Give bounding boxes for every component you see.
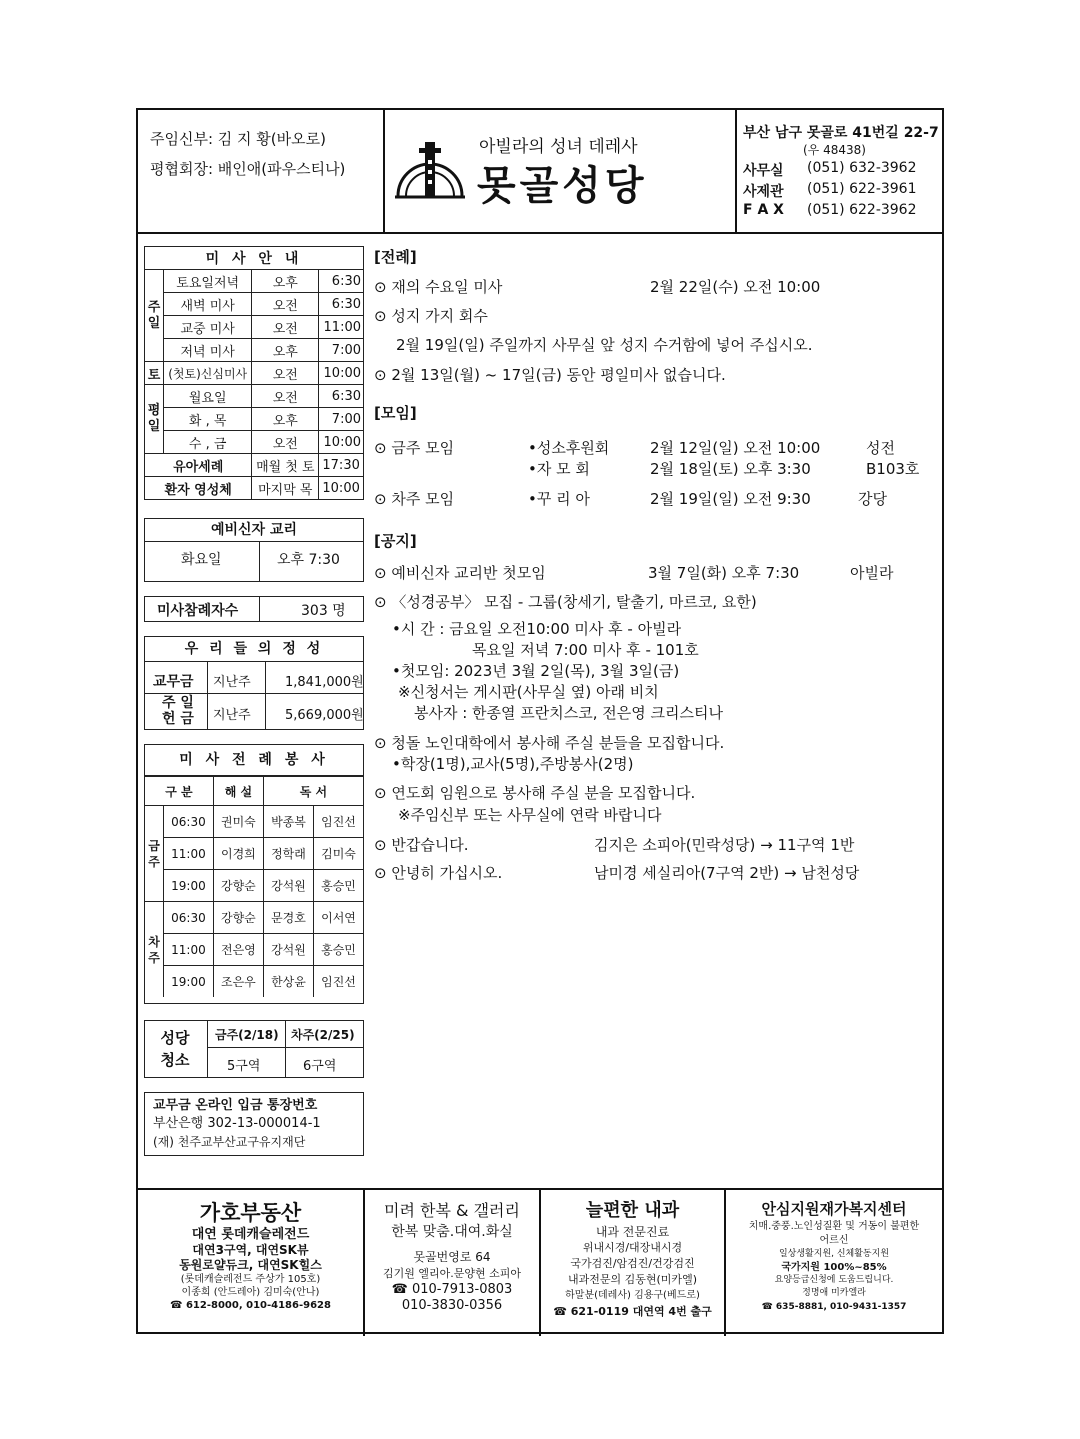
liturgy-service-table xyxy=(145,776,363,997)
header xyxy=(138,110,942,234)
header-left xyxy=(138,110,385,232)
mass-name: 화 , 목 xyxy=(164,408,252,431)
catechumen-time: 오후 7:30 xyxy=(277,552,340,568)
mass-time: 6:30 xyxy=(319,270,364,293)
cleaning-this-zone: 5구역 xyxy=(227,1059,261,1074)
sick-communion-time: 10:00 xyxy=(319,477,364,500)
left-column xyxy=(144,246,366,500)
ad-phone: ☎ 621-0119 대연역 4번 출구 xyxy=(553,1305,712,1318)
meeting-group: •자 모 회 xyxy=(528,460,590,478)
slot-time: 11:00 xyxy=(164,838,214,870)
reader-2: 홍승민 xyxy=(314,934,364,966)
item-text: 반갑습니다. xyxy=(391,836,469,854)
account-box xyxy=(144,1092,364,1156)
meetings-label: 차주 모임 xyxy=(391,490,455,508)
next-week-meetings: ⊙ 차주 모임 xyxy=(374,490,455,508)
commentator: 조은우 xyxy=(213,966,263,998)
reader-1: 한상윤 xyxy=(263,966,313,998)
offering-label: 교무금 xyxy=(153,674,194,690)
mass-time: 10:00 xyxy=(319,431,364,454)
saturday-label: 토 xyxy=(145,362,164,385)
ad-line: 내과전문의 김동현(미카엘) xyxy=(568,1273,697,1286)
meeting-where: B103호 xyxy=(866,460,920,478)
infant-baptism-when: 매월 첫 토 xyxy=(252,454,319,477)
item-text: 예비신자 교리반 첫모임 xyxy=(391,564,546,582)
ad-line: 하말분(데레사) 김용구(베드로) xyxy=(565,1290,700,1301)
farewell-detail: 남미경 세실리아(7구역 2반) → 남천성당 xyxy=(594,864,860,882)
rectory-label: 사제관 xyxy=(743,184,784,200)
mass-ampm: 오전 xyxy=(252,385,319,408)
commentator: 이경희 xyxy=(213,838,263,870)
reader-1: 박종복 xyxy=(263,806,313,838)
mass-time: 6:30 xyxy=(319,293,364,316)
commentator: 권미숙 xyxy=(213,806,263,838)
reader-1: 강석원 xyxy=(263,870,313,902)
item-text: 재의 수요일 미사 xyxy=(391,278,503,296)
meeting-where: 강당 xyxy=(858,490,887,508)
mass-name: 새벽 미사 xyxy=(164,293,252,316)
ad-real-estate xyxy=(138,1190,365,1336)
mass-time: 11:00 xyxy=(319,316,364,339)
slot-time: 19:00 xyxy=(164,966,214,998)
cleaning-next-head: 차주(2/25) xyxy=(291,1028,355,1042)
ads-row xyxy=(138,1188,942,1336)
attendance-box xyxy=(144,596,364,622)
ad-line: 내과 전문진료 xyxy=(595,1225,670,1239)
mass-time: 10:00 xyxy=(319,362,364,385)
bible-study-notice: ⊙ 〈성경공부〉 모집 - 그룹(창세기, 탈출기, 마르코, 요한) xyxy=(374,593,757,611)
item-text: 성지 가지 회수 xyxy=(391,307,488,325)
notice-heading: [공지] xyxy=(374,532,417,550)
ad-line: 치매.중풍.노인성질환 및 거동이 불편한 xyxy=(748,1221,920,1232)
commentator: 강향순 xyxy=(213,870,263,902)
item-text: 청돌 노인대학에서 봉사해 주실 분들을 모집합니다. xyxy=(391,734,725,752)
offering-period: 지난주 xyxy=(213,708,251,723)
offering-amount: 1,841,000원 xyxy=(285,675,364,690)
ad-line: 한복 맞춤.대여.화실 xyxy=(391,1224,513,1240)
liturgy-service-title: 미 사 전 례 봉 사 xyxy=(145,745,363,776)
next-week-label: 차주 xyxy=(145,902,164,998)
catechism-date: 3월 7일(화) 오후 7:30 xyxy=(648,564,800,582)
bible-study-line: ※신청서는 게시판(사무실 옆) 아래 비치 xyxy=(398,683,659,701)
ad-line: 대연 롯데캐슬레전드 xyxy=(191,1227,310,1242)
ad-line: 정명애 미카엘라 xyxy=(802,1288,866,1298)
meeting-group: •꾸 리 아 xyxy=(528,490,590,508)
col-header: 독 서 xyxy=(263,777,363,806)
bible-study-line: 봉사자 : 한종열 프란치스코, 전은영 크리스티나 xyxy=(414,704,723,722)
reader-2: 임진선 xyxy=(314,806,364,838)
ad-line: 동원로얄듀크, 대연SK힐스 xyxy=(179,1258,322,1272)
mass-ampm: 오후 xyxy=(252,270,319,293)
account-holder: (재) 천주교부산교구유지재단 xyxy=(153,1135,306,1149)
board-contact: ※주임신부 또는 사무실에 연락 바랍니다 xyxy=(398,806,662,824)
account-number: 부산은행 302-13-000014-1 xyxy=(153,1116,321,1131)
ad-line: 김기원 엘리아.문양현 소피아 xyxy=(382,1267,521,1280)
mass-name: 토요일저녁 xyxy=(164,270,252,293)
mass-schedule-table xyxy=(144,246,364,500)
mass-name: 수 , 금 xyxy=(164,431,252,454)
reader-2: 김미숙 xyxy=(314,838,364,870)
header-contact xyxy=(735,110,942,232)
fax-label: F A X xyxy=(743,202,784,218)
mass-time: 6:30 xyxy=(319,385,364,408)
item-text: 연도회 임원으로 봉사해 주실 분을 모집합니다. xyxy=(391,784,696,802)
meeting-where: 성전 xyxy=(866,439,895,457)
meeting-when: 2월 18일(토) 오후 3:30 xyxy=(650,460,811,478)
sunday-label: 주일 xyxy=(145,270,164,362)
mass-name: 월요일 xyxy=(164,385,252,408)
cleaning-label: 성당 청소 xyxy=(160,1029,190,1069)
this-week-meetings: ⊙ 금주 모임 xyxy=(374,439,455,457)
attendance-label: 미사참례자수 xyxy=(157,603,239,619)
office-label: 사무실 xyxy=(743,163,784,179)
meetings-label: 금주 모임 xyxy=(391,439,455,457)
reader-2: 이서연 xyxy=(314,902,364,934)
mass-ampm: 오전 xyxy=(252,293,319,316)
no-weekday-mass-item: ⊙ 2월 13일(월) ~ 17일(금) 동안 평일미사 없습니다. xyxy=(374,366,726,384)
col-header: 해 설 xyxy=(213,777,263,806)
reader-2: 홍승민 xyxy=(314,870,364,902)
this-week-label: 금주 xyxy=(145,806,164,902)
mass-ampm: 오후 xyxy=(252,408,319,431)
header-center xyxy=(383,110,737,232)
commentator: 전은영 xyxy=(213,934,263,966)
mass-ampm: 오전 xyxy=(252,431,319,454)
cleaning-next-zone: 6구역 xyxy=(303,1059,337,1074)
church-logo-icon xyxy=(395,140,465,200)
ad-line: 위내시경/대장내시경 xyxy=(582,1241,683,1254)
catechumen-day: 화요일 xyxy=(181,552,222,568)
farewell-notice: ⊙ 안녕히 가십시오. xyxy=(374,864,503,882)
cleaning-this-head: 금주(2/18) xyxy=(215,1028,279,1042)
patron-saint: 아빌라의 성녀 데레사 xyxy=(479,137,638,157)
welcome-detail: 김지은 소피아(민락성당) → 11구역 1반 xyxy=(594,836,855,854)
mass-name: (첫토)신심미사 xyxy=(164,362,252,385)
liturgy-service-box xyxy=(144,744,364,1004)
bible-study-line: 목요일 저녁 7:00 미사 후 - 101호 xyxy=(472,641,699,659)
catechumen-box xyxy=(144,518,364,582)
item-text: 〈성경공부〉 모집 - 그룹(창세기, 탈출기, 마르코, 요한) xyxy=(391,593,757,611)
weekday-label: 평일 xyxy=(145,385,164,454)
offering-period: 지난주 xyxy=(213,675,251,690)
ad-line: 이종희 (안드레아) 김미숙(안나) xyxy=(181,1287,320,1298)
sick-communion-label: 환자 영성체 xyxy=(145,477,252,500)
offerings-title: 우 리 들 의 정 성 xyxy=(145,637,363,662)
cleaning-box xyxy=(144,1020,364,1078)
ad-line: 요양등급신청에 도움드립니다. xyxy=(774,1275,894,1285)
address: 부산 남구 못골로 41번길 22-7 xyxy=(743,125,939,141)
bible-study-line: •첫모임: 2023년 3월 2일(목), 3월 3일(금) xyxy=(392,662,680,680)
ad-line: (롯데캐슬레전드 주상가 105호) xyxy=(180,1274,321,1285)
palm-collection-detail: 2월 19일(일) 주일까지 사무실 앞 성지 수거함에 넣어 주십시오. xyxy=(396,336,813,354)
mass-ampm: 오전 xyxy=(252,316,319,339)
bible-study-line: •시 간 : 금요일 오전10:00 미사 후 - 아빌라 xyxy=(392,620,682,638)
mass-ampm: 오후 xyxy=(252,339,319,362)
ad-line: 대연3구역, 대연SK뷰 xyxy=(192,1243,309,1257)
slot-time: 19:00 xyxy=(164,870,214,902)
ash-wednesday-date: 2월 22일(수) 오전 10:00 xyxy=(650,278,821,296)
ad-line: 국가지원 100%~85% xyxy=(781,1262,887,1273)
ad-phone: 010-3830-0356 xyxy=(401,1298,503,1313)
mass-time: 7:00 xyxy=(319,339,364,362)
meeting-when: 2월 19일(일) 오전 9:30 xyxy=(650,490,811,508)
infant-baptism-label: 유아세례 xyxy=(145,454,252,477)
ad-line: 어르신 xyxy=(819,1235,849,1246)
council-chair: 평협회장: 배인애(파우스티나) xyxy=(150,160,346,178)
mass-ampm: 오전 xyxy=(252,362,319,385)
slot-time: 06:30 xyxy=(164,902,214,934)
meetings-heading: [모임] xyxy=(374,404,417,422)
commentator: 강향순 xyxy=(213,902,263,934)
meeting-group: •성소후원회 xyxy=(528,439,610,457)
slot-time: 11:00 xyxy=(164,934,214,966)
offering-label: 주 일 헌 금 xyxy=(162,695,194,727)
board-notice: ⊙ 연도회 임원으로 봉사해 주실 분을 모집합니다. xyxy=(374,784,696,802)
ad-line: 일상생활지원, 신체활동지원 xyxy=(778,1249,890,1259)
elderly-college-notice: ⊙ 청돌 노인대학에서 봉사해 주실 분들을 모집합니다. xyxy=(374,734,725,752)
ad-welfare-center xyxy=(726,1190,942,1336)
attendance-value: 303 명 xyxy=(301,603,346,619)
col-header: 구 분 xyxy=(145,777,213,806)
reader-1: 강석원 xyxy=(263,934,313,966)
ad-title: 미려 한복 & 갤러리 xyxy=(384,1201,520,1220)
catechism-notice: ⊙ 예비신자 교리반 첫모임 xyxy=(374,564,546,582)
ash-wednesday-item: ⊙ 재의 수요일 미사 xyxy=(374,278,503,296)
infant-baptism-time: 17:30 xyxy=(319,454,364,477)
offerings-box xyxy=(144,636,364,730)
item-text: 안녕히 가십시오. xyxy=(391,864,503,882)
mass-name: 교중 미사 xyxy=(164,316,252,339)
postal-code: (우 48438) xyxy=(803,143,866,157)
catechumen-title: 예비신자 교리 xyxy=(145,519,363,542)
ad-phone: ☎ 010-7913-0803 xyxy=(391,1282,513,1297)
ad-phone: ☎ 635-8881, 010-9431-1357 xyxy=(761,1302,907,1312)
ad-hanbok xyxy=(365,1190,541,1336)
liturgy-heading: [전례] xyxy=(374,248,417,266)
elderly-college-roles: •학장(1명),교사(5명),주방봉사(2명) xyxy=(392,755,634,773)
account-title: 교무금 온라인 입금 통장번호 xyxy=(153,1098,318,1113)
ad-title: 늘편한 내과 xyxy=(585,1200,680,1221)
welcome-notice: ⊙ 반갑습니다. xyxy=(374,836,469,854)
palm-collection-item: ⊙ 성지 가지 회수 xyxy=(374,307,488,325)
rectory-phone: (051) 622-3961 xyxy=(807,181,917,197)
mass-name: 저녁 미사 xyxy=(164,339,252,362)
ad-line: 국가검진/암검진/건강검진 xyxy=(570,1257,695,1270)
reader-2: 임진선 xyxy=(314,966,364,998)
mass-time: 7:00 xyxy=(319,408,364,431)
ad-line: 못골번영로 64 xyxy=(413,1250,491,1264)
ad-phone: ☎ 612-8000, 010-4186-9628 xyxy=(170,1300,331,1311)
office-phone: (051) 632-3962 xyxy=(807,160,917,176)
church-name: 못골성당 xyxy=(477,163,648,209)
sick-communion-when: 마지막 목 xyxy=(252,477,319,500)
mass-guide-title: 미 사 안 내 xyxy=(145,247,364,270)
catechism-place: 아빌라 xyxy=(850,564,894,582)
reader-1: 문경호 xyxy=(263,902,313,934)
offering-amount: 5,669,000원 xyxy=(285,708,364,723)
bulletin-frame xyxy=(136,108,944,1334)
ad-clinic xyxy=(541,1190,726,1336)
ad-title: 안심지원재가복지센터 xyxy=(761,1200,907,1218)
fax-phone: (051) 622-3962 xyxy=(807,202,917,218)
reader-1: 정학래 xyxy=(263,838,313,870)
meeting-when: 2월 12일(일) 오전 10:00 xyxy=(650,439,821,457)
slot-time: 06:30 xyxy=(164,806,214,838)
item-text: 2월 13일(월) ~ 17일(금) 동안 평일미사 없습니다. xyxy=(391,366,726,384)
pastor-name: 주임신부: 김 지 황(바오로) xyxy=(150,130,326,148)
ad-title: 가호부동산 xyxy=(199,1201,302,1225)
